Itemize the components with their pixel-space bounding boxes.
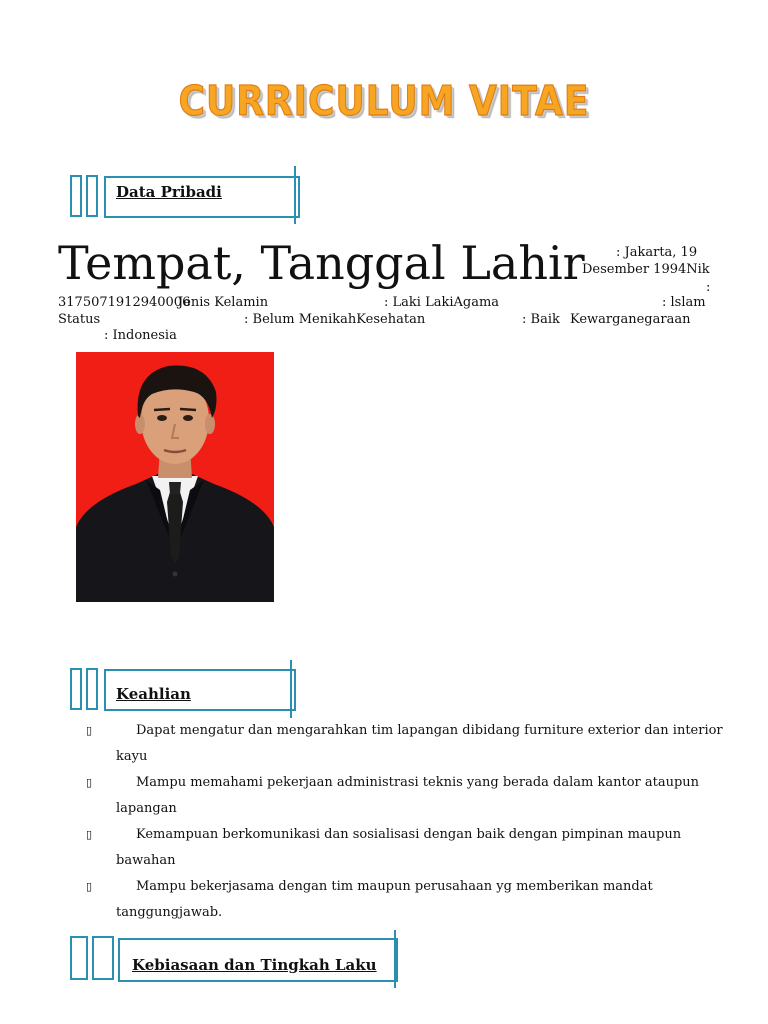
skills-list <box>86 718 726 926</box>
status-label: Status <box>58 312 101 327</box>
birth-value-rest: Desember 1994Nik <box>582 262 710 277</box>
heading-frame <box>118 938 398 982</box>
heading-bar <box>70 936 88 980</box>
health-value: : Baik <box>522 312 560 327</box>
heading-bar <box>86 668 98 710</box>
religion-value: : lslam <box>662 295 706 310</box>
nik-value: 3175071912940006 <box>58 295 191 310</box>
list-item: ▯ Kemampuan berkomunikasi dan sosialisasi dengan baik dengan pimpinan maupun bawahan <box>86 822 726 874</box>
heading-bar <box>86 175 98 217</box>
heading-divider <box>394 930 396 988</box>
status-value: : Belum MenikahKesehatan <box>244 312 426 327</box>
list-item: ▯ Mampu bekerjasama dengan tim maupun perusahaan yg memberikan mandat tanggungjawab. <box>86 874 726 926</box>
heading-frame <box>104 669 296 711</box>
heading-bar <box>70 668 82 710</box>
birth-value: : Jakarta, 19 <box>616 245 698 260</box>
info-line-4 <box>58 311 708 328</box>
list-item: ▯ Mampu memahami pekerjaan administrasi teknis yang berada dalam kantor ataupun lapangan <box>86 770 726 822</box>
heading-bar <box>70 175 82 217</box>
heading-divider <box>290 660 292 718</box>
citizenship-value: : Indonesia <box>104 328 177 343</box>
section-title: Keahlian <box>116 685 191 703</box>
bullet-icon: ▯ <box>86 828 93 841</box>
heading-divider <box>294 166 296 224</box>
nik-colon: : <box>706 280 711 295</box>
gender-label: Jenis Kelamin <box>178 295 269 310</box>
info-line-3 <box>58 294 708 311</box>
citizenship-label: Kewarganegaraan <box>570 312 691 327</box>
heading-frame <box>104 176 300 218</box>
bullet-icon: ▯ <box>86 724 93 737</box>
section-title: Kebiasaan dan Tingkah Laku <box>132 956 377 974</box>
section-title: Data Pribadi <box>116 183 222 201</box>
bullet-icon: ▯ <box>86 880 93 893</box>
birth-label: Tempat, Tanggal Lahir <box>58 236 585 290</box>
gender-value: : Laki LakiAgama <box>384 295 500 310</box>
cv-title: CURRICULUM VITAE <box>178 78 590 126</box>
heading-bar <box>92 936 114 980</box>
profile-photo <box>76 352 274 602</box>
bullet-icon: ▯ <box>86 776 93 789</box>
list-item: ▯ Dapat mengatur dan mengarahkan tim lapangan dibidang furniture exterior dan interior kayu <box>86 718 726 770</box>
